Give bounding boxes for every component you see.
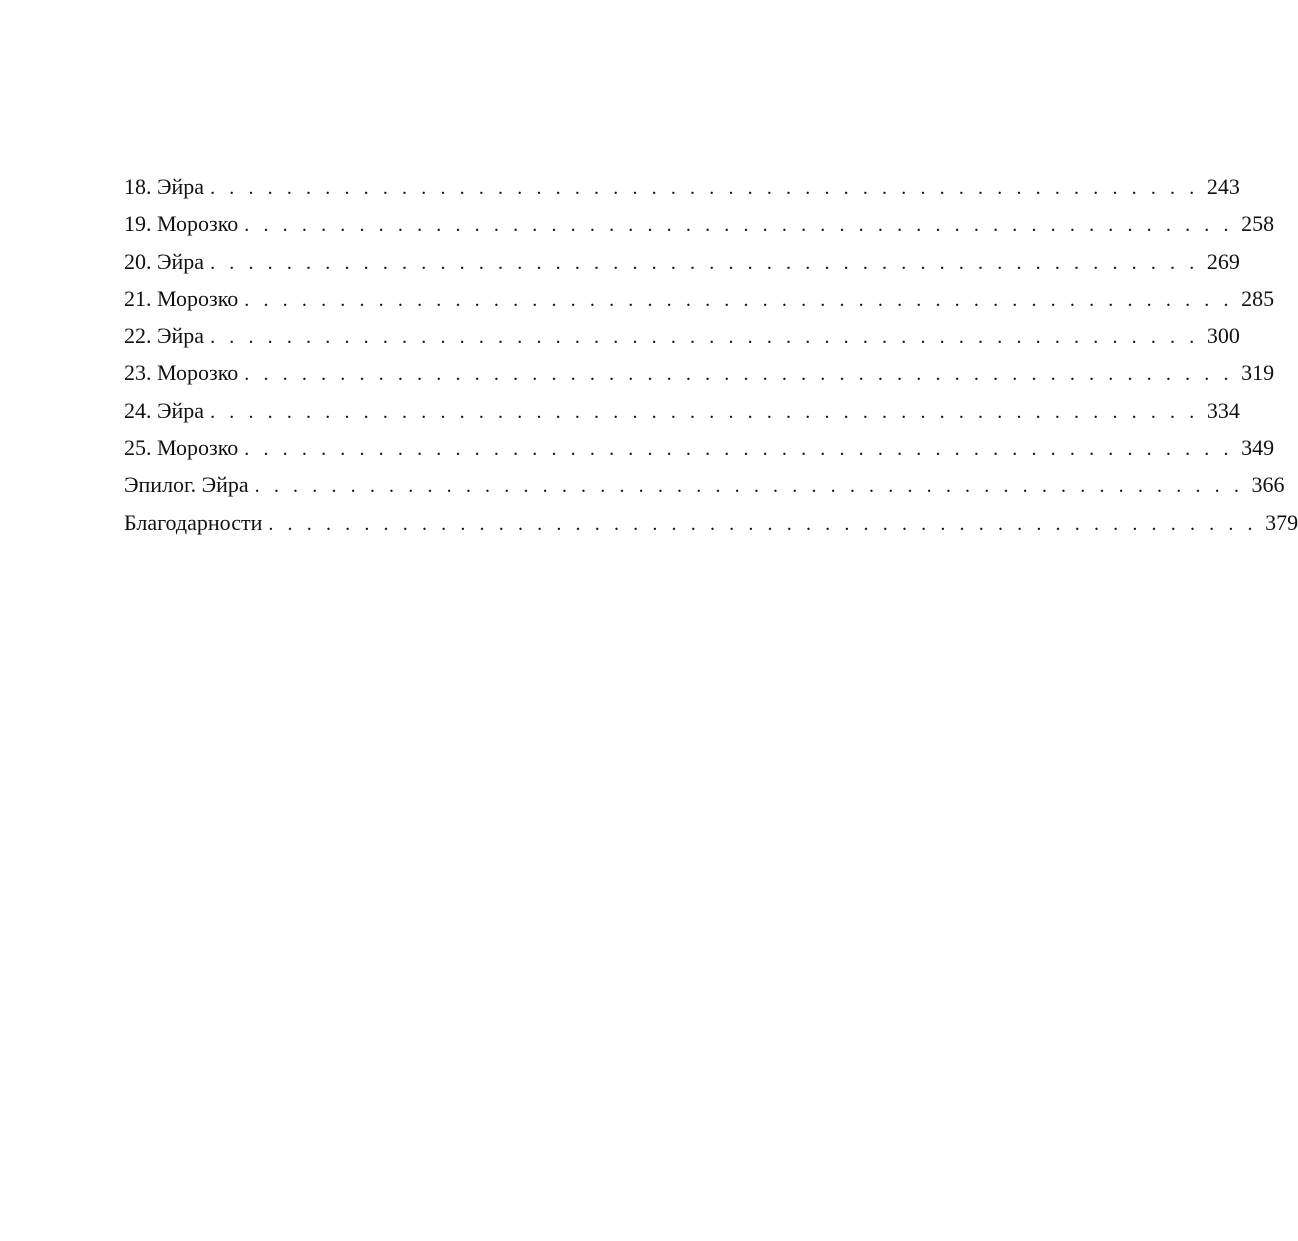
toc-entry — [124, 168, 1240, 205]
toc-entry-page: 285 — [1241, 285, 1275, 311]
toc-entry-page: 379 — [1265, 509, 1298, 535]
toc-entry-title: 24. Эйра — [124, 392, 210, 429]
toc-entry — [124, 392, 1240, 429]
table-of-contents — [124, 168, 1298, 541]
toc-dot-leader: . . . . . . . . . . . . . . . . . . . . . . . . . . . . . . . . . . . . . . . . . . . . . . . . . . . . — [210, 177, 1199, 199]
toc-dot-leader: . . . . . . . . . . . . . . . . . . . . . . . . . . . . . . . . . . . . . . . . . . . . . . . . . . . . — [210, 326, 1199, 349]
toc-dot-leader: . . . . . . . . . . . . . . . . . . . . . . . . . . . . . . . . . . . . . . . . . . . . . . . . . . . . — [244, 363, 1234, 386]
toc-entry-page: 243 — [1206, 174, 1240, 199]
toc-entry — [124, 466, 1285, 503]
toc-entry — [124, 504, 1298, 541]
toc-entry-page: 300 — [1206, 323, 1240, 349]
toc-entry-page: 349 — [1241, 435, 1275, 461]
toc-entry-title: 20. Эйра — [124, 243, 210, 280]
toc-entry-title: 19. Морозко — [124, 205, 244, 242]
toc-entry-title: Благодарности — [124, 504, 268, 541]
toc-entry-page: 269 — [1206, 248, 1240, 274]
toc-entry — [124, 429, 1275, 466]
toc-entry-title: 21. Морозко — [124, 280, 244, 317]
toc-entry — [124, 317, 1240, 354]
toc-entry-title: 18. Эйра — [124, 168, 210, 205]
toc-dot-leader: . . . . . . . . . . . . . . . . . . . . . . . . . . . . . . . . . . . . . . . . . . . . . . . . . . . . — [268, 512, 1258, 535]
toc-entry — [124, 280, 1275, 317]
toc-dot-leader: . . . . . . . . . . . . . . . . . . . . . . . . . . . . . . . . . . . . . . . . . . . . . . . . . . . . — [210, 400, 1199, 423]
toc-dot-leader: . . . . . . . . . . . . . . . . . . . . . . . . . . . . . . . . . . . . . . . . . . . . . . . . . . . . — [244, 288, 1234, 311]
toc-entry-page: 319 — [1241, 360, 1275, 386]
toc-dot-leader: . . . . . . . . . . . . . . . . . . . . . . . . . . . . . . . . . . . . . . . . . . . . . . . . . . . . — [244, 214, 1234, 237]
toc-entry-title: Эпилог. Эйра — [124, 466, 255, 503]
toc-entry-page: 334 — [1206, 397, 1240, 423]
toc-dot-leader: . . . . . . . . . . . . . . . . . . . . . . . . . . . . . . . . . . . . . . . . . . . . . . . . . . . . — [244, 438, 1234, 461]
toc-entry-title: 22. Эйра — [124, 317, 210, 354]
toc-entry-page: 258 — [1241, 211, 1275, 237]
toc-entry — [124, 205, 1275, 242]
toc-dot-leader: . . . . . . . . . . . . . . . . . . . . . . . . . . . . . . . . . . . . . . . . . . . . . . . . . . . . — [254, 475, 1244, 498]
toc-entry-title: 23. Морозко — [124, 354, 244, 391]
toc-entry-title: 25. Морозко — [124, 429, 244, 466]
toc-entry-page: 366 — [1251, 472, 1285, 498]
toc-entry — [124, 243, 1240, 280]
toc-dot-leader: . . . . . . . . . . . . . . . . . . . . . . . . . . . . . . . . . . . . . . . . . . . . . . . . . . . . — [210, 251, 1199, 274]
toc-entry — [124, 354, 1275, 391]
